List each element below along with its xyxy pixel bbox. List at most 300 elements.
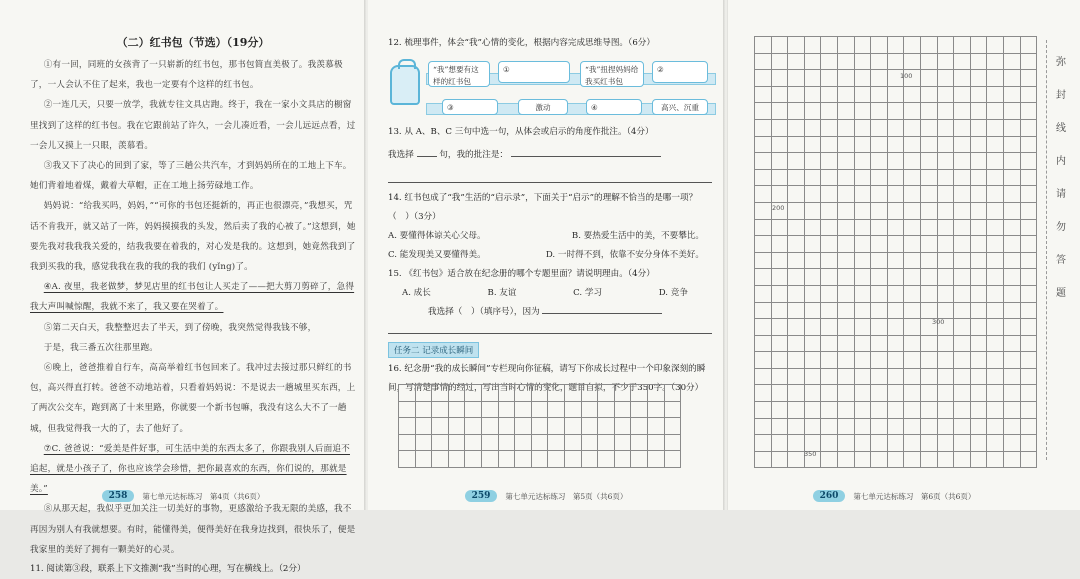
grid-cell[interactable] (871, 253, 888, 270)
grid-cell[interactable] (805, 319, 822, 336)
grid-cell[interactable] (1004, 87, 1021, 104)
grid-cell[interactable] (838, 203, 855, 220)
grid-cell[interactable] (954, 286, 971, 303)
grid-cell[interactable] (772, 303, 789, 320)
grid-cell[interactable] (772, 120, 789, 137)
grid-cell[interactable] (648, 385, 665, 402)
grid-cell[interactable] (987, 54, 1004, 71)
grid-cell[interactable] (904, 120, 921, 137)
grid-cell[interactable] (938, 137, 955, 154)
grid-cell[interactable] (582, 402, 599, 419)
grid-cell[interactable] (805, 186, 822, 203)
grid-cell[interactable] (971, 303, 988, 320)
grid-cell[interactable] (855, 54, 872, 71)
grid-cell[interactable] (888, 269, 905, 286)
grid-cell[interactable] (838, 435, 855, 452)
grid-cell[interactable] (821, 120, 838, 137)
grid-cell[interactable] (772, 435, 789, 452)
grid-cell[interactable] (582, 385, 599, 402)
grid-cell[interactable] (971, 37, 988, 54)
grid-cell[interactable] (871, 286, 888, 303)
grid-cell[interactable] (755, 253, 772, 270)
grid-cell[interactable] (921, 419, 938, 436)
grid-cell[interactable] (416, 418, 433, 435)
grid-cell[interactable] (838, 385, 855, 402)
grid-cell[interactable] (855, 452, 872, 469)
grid-cell[interactable] (399, 451, 416, 468)
grid-cell[interactable] (855, 253, 872, 270)
grid-cell[interactable] (805, 352, 822, 369)
grid-cell[interactable] (904, 87, 921, 104)
grid-cell[interactable] (565, 385, 582, 402)
grid-cell[interactable] (821, 419, 838, 436)
grid-cell[interactable] (465, 402, 482, 419)
grid-cell[interactable] (1021, 452, 1038, 469)
grid-cell[interactable] (838, 352, 855, 369)
grid-cell[interactable] (1004, 220, 1021, 237)
grid-cell[interactable] (788, 120, 805, 137)
grid-cell[interactable] (904, 303, 921, 320)
grid-cell[interactable] (788, 87, 805, 104)
grid-cell[interactable] (788, 336, 805, 353)
grid-cell[interactable] (772, 286, 789, 303)
grid-cell[interactable] (772, 369, 789, 386)
grid-cell[interactable] (921, 352, 938, 369)
grid-cell[interactable] (838, 286, 855, 303)
grid-cell[interactable] (888, 452, 905, 469)
grid-cell[interactable] (888, 203, 905, 220)
grid-cell[interactable] (805, 286, 822, 303)
grid-cell[interactable] (954, 54, 971, 71)
grid-cell[interactable] (871, 419, 888, 436)
grid-cell[interactable] (1004, 54, 1021, 71)
grid-cell[interactable] (772, 269, 789, 286)
grid-cell[interactable] (755, 286, 772, 303)
grid-cell[interactable] (921, 402, 938, 419)
grid-cell[interactable] (598, 451, 615, 468)
grid-cell[interactable] (1021, 286, 1038, 303)
grid-cell[interactable] (938, 170, 955, 187)
grid-cell[interactable] (971, 352, 988, 369)
grid-cell[interactable] (971, 220, 988, 237)
q15-answer-line[interactable] (388, 322, 712, 334)
grid-cell[interactable] (755, 369, 772, 386)
grid-cell[interactable] (938, 452, 955, 469)
grid-cell[interactable] (838, 419, 855, 436)
grid-cell[interactable] (838, 153, 855, 170)
grid-cell[interactable] (855, 153, 872, 170)
grid-cell[interactable] (987, 236, 1004, 253)
grid-cell[interactable] (598, 402, 615, 419)
grid-cell[interactable] (954, 269, 971, 286)
grid-cell[interactable] (665, 435, 682, 452)
grid-cell[interactable] (772, 87, 789, 104)
grid-cell[interactable] (838, 303, 855, 320)
grid-cell[interactable] (954, 435, 971, 452)
grid-cell[interactable] (954, 419, 971, 436)
grid-cell[interactable] (1021, 402, 1038, 419)
grid-cell[interactable] (772, 236, 789, 253)
grid-cell[interactable] (888, 37, 905, 54)
grid-cell[interactable] (805, 369, 822, 386)
grid-cell[interactable] (772, 253, 789, 270)
grid-cell[interactable] (805, 70, 822, 87)
q14-option-d[interactable]: D. 一时得不到，依靠不安分身体不美好。 (545, 250, 704, 260)
grid-cell[interactable] (821, 435, 838, 452)
grid-cell[interactable] (855, 103, 872, 120)
grid-cell[interactable] (788, 319, 805, 336)
grid-cell[interactable] (1004, 186, 1021, 203)
grid-cell[interactable] (755, 37, 772, 54)
grid-cell[interactable] (1004, 203, 1021, 220)
grid-cell[interactable] (855, 269, 872, 286)
grid-cell[interactable] (855, 87, 872, 104)
grid-cell[interactable] (987, 336, 1004, 353)
grid-cell[interactable] (871, 37, 888, 54)
grid-cell[interactable] (416, 435, 433, 452)
grid-cell[interactable] (615, 418, 632, 435)
grid-cell[interactable] (921, 385, 938, 402)
q13-answer-line[interactable] (388, 165, 712, 183)
grid-cell[interactable] (772, 54, 789, 71)
grid-cell[interactable] (482, 418, 499, 435)
grid-cell[interactable] (598, 435, 615, 452)
grid-cell[interactable] (987, 220, 1004, 237)
grid-cell[interactable] (1021, 137, 1038, 154)
grid-cell[interactable] (449, 402, 466, 419)
grid-cell[interactable] (1021, 435, 1038, 452)
grid-cell[interactable] (987, 87, 1004, 104)
grid-cell[interactable] (838, 336, 855, 353)
grid-cell[interactable] (805, 336, 822, 353)
grid-cell[interactable] (565, 418, 582, 435)
grid-cell[interactable] (954, 369, 971, 386)
grid-cell[interactable] (1021, 54, 1038, 71)
grid-cell[interactable] (805, 37, 822, 54)
grid-cell[interactable] (821, 336, 838, 353)
grid-cell[interactable] (1004, 137, 1021, 154)
grid-cell[interactable] (971, 269, 988, 286)
grid-cell[interactable] (987, 385, 1004, 402)
grid-cell[interactable] (838, 236, 855, 253)
grid-cell[interactable] (821, 153, 838, 170)
grid-cell[interactable] (954, 303, 971, 320)
grid-cell[interactable] (432, 451, 449, 468)
grid-cell[interactable] (1004, 352, 1021, 369)
grid-cell[interactable] (954, 103, 971, 120)
flow-box-2[interactable]: ① (498, 61, 570, 83)
grid-cell[interactable] (548, 385, 565, 402)
grid-cell[interactable] (1004, 452, 1021, 469)
grid-cell[interactable] (755, 54, 772, 71)
grid-cell[interactable] (648, 435, 665, 452)
grid-cell[interactable] (565, 451, 582, 468)
grid-cell[interactable] (1021, 336, 1038, 353)
grid-cell[interactable] (499, 402, 516, 419)
grid-cell[interactable] (971, 402, 988, 419)
grid-cell[interactable] (938, 120, 955, 137)
grid-cell[interactable] (582, 451, 599, 468)
grid-cell[interactable] (954, 170, 971, 187)
grid-cell[interactable] (987, 70, 1004, 87)
grid-cell[interactable] (971, 186, 988, 203)
grid-cell[interactable] (838, 120, 855, 137)
grid-cell[interactable] (1004, 385, 1021, 402)
grid-cell[interactable] (971, 452, 988, 469)
q14-option-c[interactable]: C. 能发现美又要懂得美。 (388, 250, 486, 260)
grid-cell[interactable] (1021, 170, 1038, 187)
grid-cell[interactable] (938, 153, 955, 170)
grid-cell[interactable] (821, 269, 838, 286)
grid-cell[interactable] (821, 253, 838, 270)
grid-cell[interactable] (565, 402, 582, 419)
grid-cell[interactable] (904, 186, 921, 203)
grid-cell[interactable] (755, 153, 772, 170)
grid-cell[interactable] (788, 253, 805, 270)
grid-cell[interactable] (449, 418, 466, 435)
grid-cell[interactable] (772, 402, 789, 419)
grid-cell[interactable] (938, 286, 955, 303)
grid-cell[interactable] (805, 103, 822, 120)
grid-cell[interactable] (904, 103, 921, 120)
grid-cell[interactable] (855, 369, 872, 386)
grid-cell[interactable] (921, 253, 938, 270)
grid-cell[interactable] (755, 120, 772, 137)
grid-cell[interactable] (838, 369, 855, 386)
grid-cell[interactable] (772, 385, 789, 402)
grid-cell[interactable] (665, 385, 682, 402)
writing-grid[interactable] (398, 384, 681, 468)
grid-cell[interactable] (788, 54, 805, 71)
grid-cell[interactable] (1004, 435, 1021, 452)
grid-cell[interactable] (871, 435, 888, 452)
grid-cell[interactable] (954, 70, 971, 87)
grid-cell[interactable] (888, 402, 905, 419)
grid-cell[interactable] (598, 418, 615, 435)
grid-cell[interactable] (871, 153, 888, 170)
grid-cell[interactable] (888, 103, 905, 120)
grid-cell[interactable] (1004, 269, 1021, 286)
grid-cell[interactable] (631, 451, 648, 468)
grid-cell[interactable] (888, 54, 905, 71)
grid-cell[interactable] (788, 103, 805, 120)
grid-cell[interactable] (1021, 203, 1038, 220)
grid-cell[interactable] (904, 435, 921, 452)
grid-cell[interactable] (838, 269, 855, 286)
grid-cell[interactable] (987, 402, 1004, 419)
grid-cell[interactable] (648, 451, 665, 468)
grid-cell[interactable] (938, 186, 955, 203)
grid-cell[interactable] (788, 269, 805, 286)
grid-cell[interactable] (1004, 336, 1021, 353)
grid-cell[interactable] (954, 452, 971, 469)
grid-cell[interactable] (772, 103, 789, 120)
grid-cell[interactable] (532, 418, 549, 435)
grid-cell[interactable] (921, 336, 938, 353)
grid-cell[interactable] (805, 385, 822, 402)
grid-cell[interactable] (838, 137, 855, 154)
grid-cell[interactable] (515, 435, 532, 452)
grid-cell[interactable] (938, 70, 955, 87)
grid-cell[interactable] (772, 70, 789, 87)
grid-cell[interactable] (954, 220, 971, 237)
grid-cell[interactable] (838, 452, 855, 469)
grid-cell[interactable] (855, 303, 872, 320)
grid-cell[interactable] (755, 319, 772, 336)
grid-cell[interactable] (582, 435, 599, 452)
grid-cell[interactable] (838, 37, 855, 54)
grid-cell[interactable] (788, 286, 805, 303)
grid-cell[interactable] (1004, 170, 1021, 187)
grid-cell[interactable] (954, 120, 971, 137)
grid-cell[interactable] (954, 203, 971, 220)
grid-cell[interactable] (904, 236, 921, 253)
grid-cell[interactable] (838, 186, 855, 203)
grid-cell[interactable] (821, 70, 838, 87)
grid-cell[interactable] (855, 236, 872, 253)
grid-cell[interactable] (987, 303, 1004, 320)
grid-cell[interactable] (888, 137, 905, 154)
grid-cell[interactable] (449, 451, 466, 468)
grid-cell[interactable] (755, 336, 772, 353)
grid-cell[interactable] (971, 336, 988, 353)
grid-cell[interactable] (465, 435, 482, 452)
grid-cell[interactable] (904, 220, 921, 237)
grid-cell[interactable] (788, 369, 805, 386)
grid-cell[interactable] (921, 369, 938, 386)
grid-cell[interactable] (921, 203, 938, 220)
q15-option-b[interactable]: B. 友谊 (487, 288, 517, 298)
grid-cell[interactable] (938, 303, 955, 320)
grid-cell[interactable] (648, 402, 665, 419)
grid-cell[interactable] (805, 303, 822, 320)
grid-cell[interactable] (788, 385, 805, 402)
grid-cell[interactable] (482, 451, 499, 468)
grid-cell[interactable] (904, 352, 921, 369)
grid-cell[interactable] (821, 203, 838, 220)
grid-cell[interactable] (971, 385, 988, 402)
grid-cell[interactable] (971, 203, 988, 220)
q13-choice-blank[interactable] (417, 146, 437, 157)
grid-cell[interactable] (1021, 369, 1038, 386)
grid-cell[interactable] (1004, 103, 1021, 120)
grid-cell[interactable] (938, 87, 955, 104)
grid-cell[interactable] (1004, 120, 1021, 137)
grid-cell[interactable] (904, 269, 921, 286)
grid-cell[interactable] (904, 319, 921, 336)
grid-cell[interactable] (805, 220, 822, 237)
grid-cell[interactable] (631, 435, 648, 452)
grid-cell[interactable] (987, 170, 1004, 187)
grid-cell[interactable] (904, 452, 921, 469)
grid-cell[interactable] (855, 419, 872, 436)
grid-cell[interactable] (921, 37, 938, 54)
flow-box-7[interactable]: ④ (586, 99, 642, 115)
grid-cell[interactable] (1004, 37, 1021, 54)
grid-cell[interactable] (665, 402, 682, 419)
grid-cell[interactable] (888, 153, 905, 170)
grid-cell[interactable] (821, 37, 838, 54)
grid-cell[interactable] (631, 385, 648, 402)
grid-cell[interactable] (971, 103, 988, 120)
grid-cell[interactable] (772, 319, 789, 336)
grid-cell[interactable] (1021, 269, 1038, 286)
grid-cell[interactable] (631, 418, 648, 435)
grid-cell[interactable] (772, 220, 789, 237)
grid-cell[interactable] (482, 402, 499, 419)
grid-cell[interactable] (871, 70, 888, 87)
grid-cell[interactable] (1004, 253, 1021, 270)
grid-cell[interactable] (788, 220, 805, 237)
grid-cell[interactable] (1021, 253, 1038, 270)
grid-cell[interactable] (987, 352, 1004, 369)
grid-cell[interactable] (888, 170, 905, 187)
grid-cell[interactable] (755, 186, 772, 203)
grid-cell[interactable] (1021, 120, 1038, 137)
grid-cell[interactable] (938, 236, 955, 253)
grid-cell[interactable] (855, 336, 872, 353)
grid-cell[interactable] (416, 402, 433, 419)
grid-cell[interactable] (499, 451, 516, 468)
grid-cell[interactable] (904, 137, 921, 154)
grid-cell[interactable] (821, 170, 838, 187)
grid-cell[interactable] (772, 452, 789, 469)
grid-cell[interactable] (888, 236, 905, 253)
q14-option-b[interactable]: B. 要热爱生活中的美，不要攀比。 (571, 231, 704, 241)
grid-cell[interactable] (788, 303, 805, 320)
grid-cell[interactable] (665, 451, 682, 468)
grid-cell[interactable] (755, 269, 772, 286)
grid-cell[interactable] (888, 186, 905, 203)
grid-cell[interactable] (821, 186, 838, 203)
grid-cell[interactable] (921, 186, 938, 203)
grid-cell[interactable] (788, 402, 805, 419)
grid-cell[interactable] (755, 170, 772, 187)
grid-cell[interactable] (838, 220, 855, 237)
grid-cell[interactable] (871, 137, 888, 154)
grid-cell[interactable] (532, 385, 549, 402)
grid-cell[interactable] (755, 70, 772, 87)
grid-cell[interactable] (871, 170, 888, 187)
grid-cell[interactable] (888, 369, 905, 386)
grid-cell[interactable] (772, 153, 789, 170)
grid-cell[interactable] (838, 70, 855, 87)
grid-cell[interactable] (432, 418, 449, 435)
grid-cell[interactable] (665, 418, 682, 435)
grid-cell[interactable] (987, 286, 1004, 303)
grid-cell[interactable] (921, 87, 938, 104)
grid-cell[interactable] (548, 435, 565, 452)
grid-cell[interactable] (821, 369, 838, 386)
grid-cell[interactable] (755, 352, 772, 369)
grid-cell[interactable] (465, 385, 482, 402)
grid-cell[interactable] (1021, 419, 1038, 436)
grid-cell[interactable] (888, 319, 905, 336)
grid-cell[interactable] (855, 435, 872, 452)
grid-cell[interactable] (532, 435, 549, 452)
grid-cell[interactable] (772, 352, 789, 369)
grid-cell[interactable] (871, 452, 888, 469)
grid-cell[interactable] (954, 253, 971, 270)
grid-cell[interactable] (921, 153, 938, 170)
grid-cell[interactable] (871, 385, 888, 402)
grid-cell[interactable] (1004, 70, 1021, 87)
grid-cell[interactable] (938, 336, 955, 353)
q15-option-a[interactable]: A. 成长 (402, 288, 431, 298)
grid-cell[interactable] (938, 435, 955, 452)
grid-cell[interactable] (938, 253, 955, 270)
grid-cell[interactable] (838, 103, 855, 120)
